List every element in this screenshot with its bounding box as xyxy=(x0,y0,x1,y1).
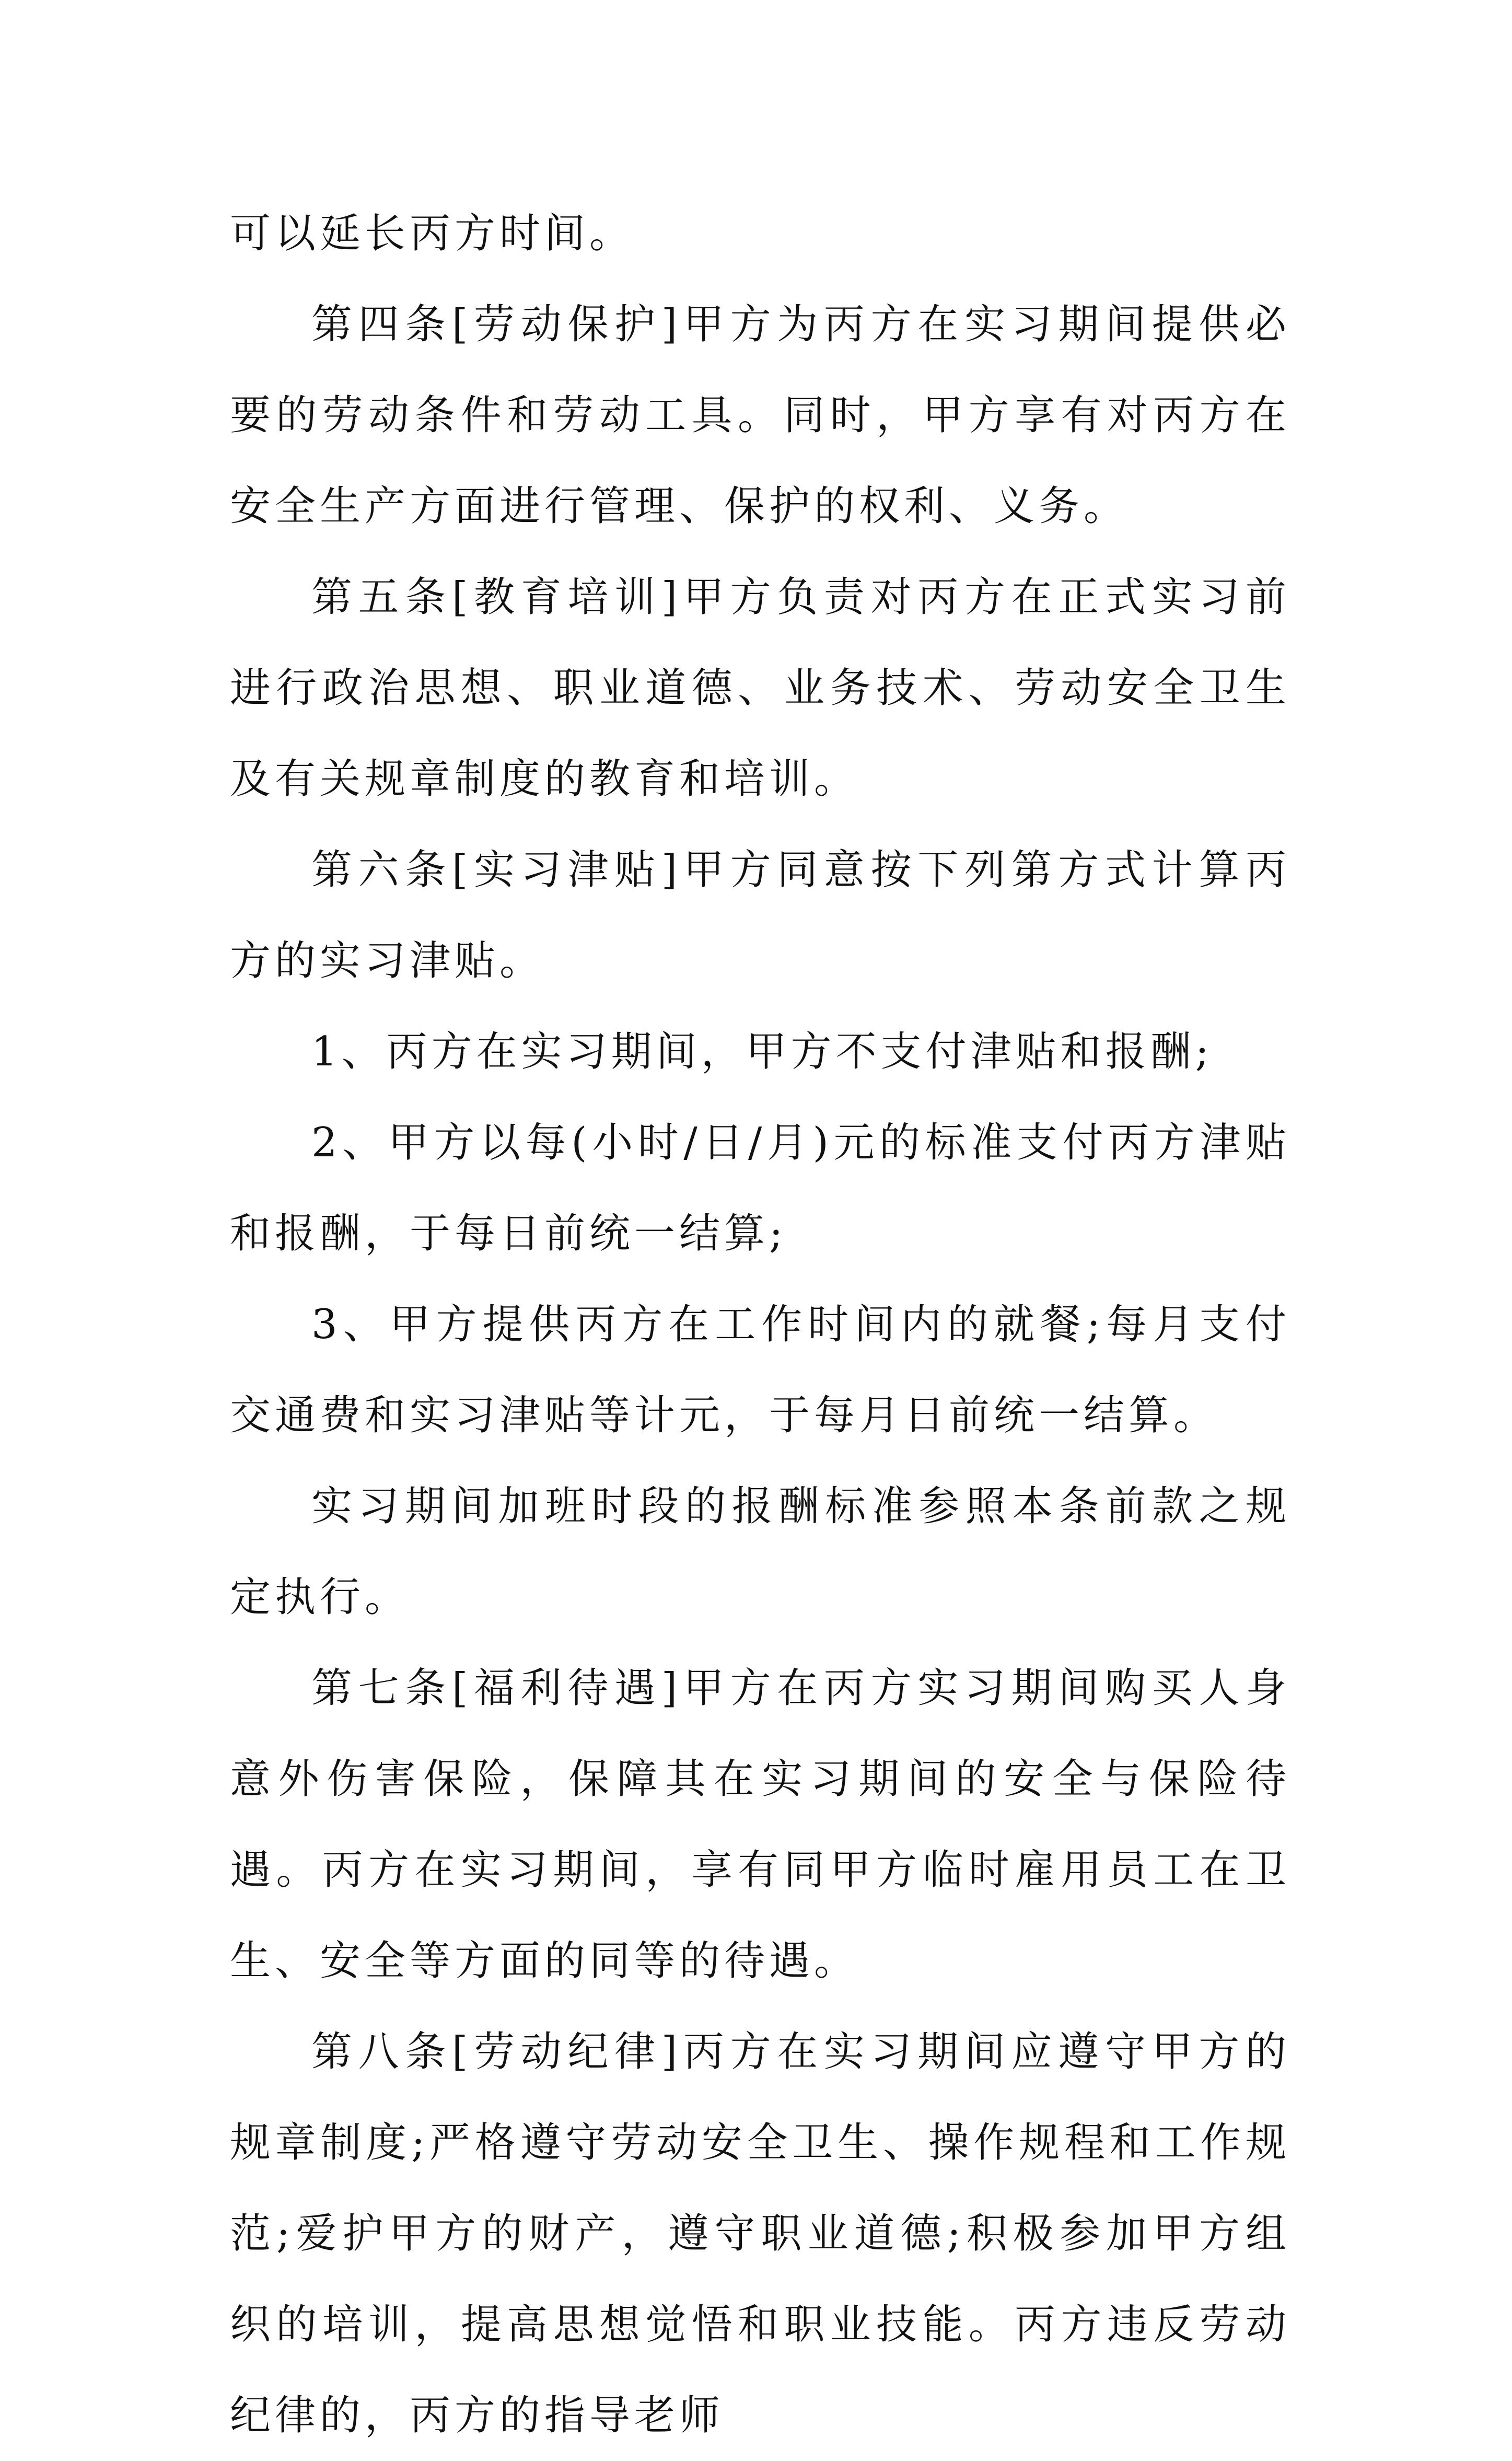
paragraph-allowance-option-1: 1、丙方在实习期间，甲方不支付津贴和报酬; xyxy=(311,1028,1213,1075)
document-body xyxy=(230,188,1290,2461)
paragraph-overtime-pay: 实习期间加班时段的报酬标准参照本条前款之规定执行。 xyxy=(230,1483,1290,1621)
paragraph-article-8-labor-discipline: 第八条[劳动纪律]丙方在实习期间应遵守甲方的规章制度;严格遵守劳动安全卫生、操作规程和工作规范;爱护甲方的财产，遵守职业道德;积极参加甲方组织的培训，提高思想觉悟和职业技能。丙方违反劳动纪律的，丙方的指导老师 xyxy=(230,2028,1290,2439)
paragraph-article-5-education-training: 第五条[教育培训]甲方负责对丙方在正式实习前进行政治思想、职业道德、业务技术、劳动安全卫生及有关规章制度的教育和培训。 xyxy=(230,574,1290,803)
paragraph-continuation: 可以延长丙方时间。 xyxy=(230,210,635,257)
paragraph-allowance-option-3: 3、甲方提供丙方在工作时间内的就餐;每月支付交通费和实习津贴等计元，于每月日前统一结算。 xyxy=(230,1301,1290,1439)
paragraph-article-7-welfare: 第七条[福利待遇]甲方在丙方实习期间购买人身意外伤害保险，保障其在实习期间的安全与保险待遇。丙方在实习期间，享有同甲方临时雇用员工在卫生、安全等方面的同等的待遇。 xyxy=(230,1665,1290,1984)
paragraph-article-4-labor-protection: 第四条[劳动保护]甲方为丙方在实习期间提供必要的劳动条件和劳动工具。同时，甲方享有对丙方在安全生产方面进行管理、保护的权利、义务。 xyxy=(230,301,1290,530)
paragraph-allowance-option-2: 2、甲方以每(小时/日/月)元的标准支付丙方津贴和报酬，于每日前统一结算; xyxy=(230,1119,1290,1257)
paragraph-article-6-internship-allowance: 第六条[实习津贴]甲方同意按下列第方式计算丙方的实习津贴。 xyxy=(230,846,1290,984)
